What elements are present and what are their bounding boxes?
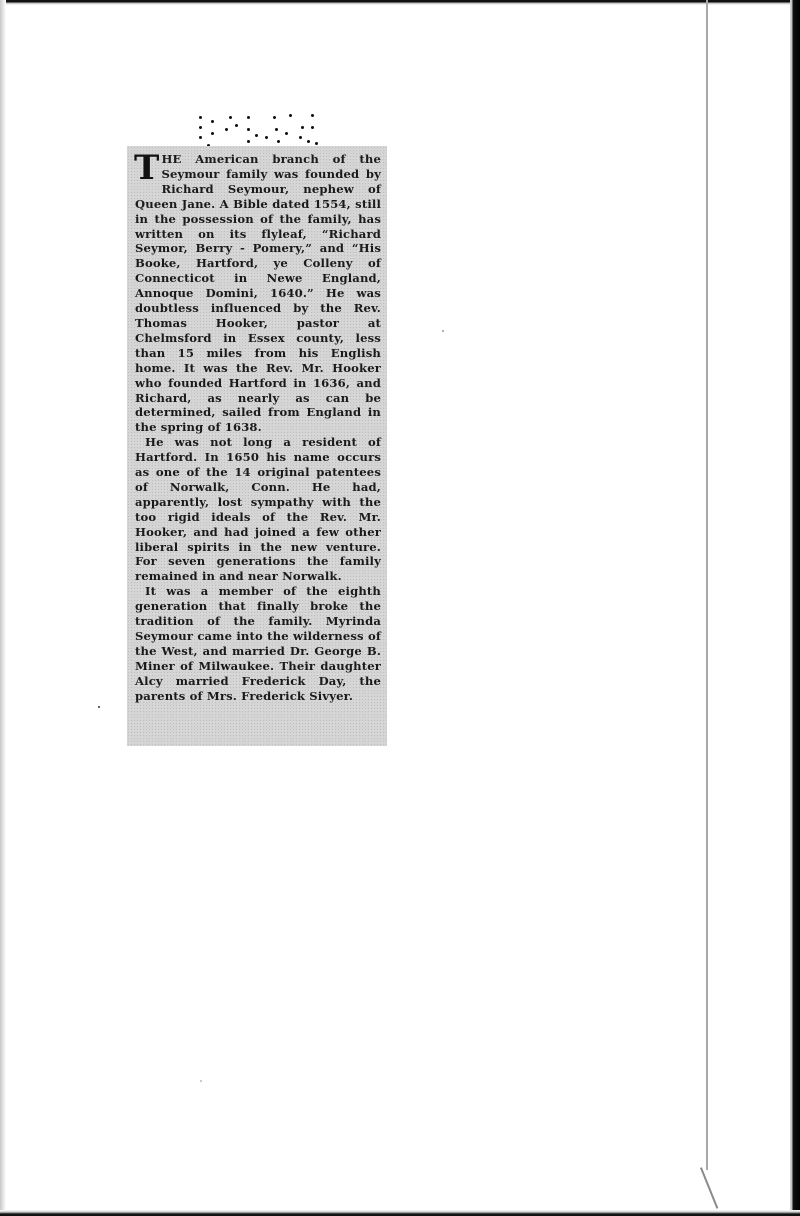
dust-speck: [442, 330, 444, 332]
article-paragraph-3: It was a member of the eighth generation that finally broke the tradition of the family. Myrinda Seymour came into the wilderness of the West, and married Dr. George B. Miner of Milwaukee. Their daughter Alcy married Frederick Day, the parents of Mrs. Frederick Sivyer.: [135, 584, 381, 703]
page-left-shadow: [0, 0, 6, 1216]
page-right-edge: [790, 0, 800, 1216]
page-bottom-edge: [0, 1210, 800, 1216]
dust-speck: [98, 706, 100, 708]
article-paragraph-1: [134, 148, 381, 435]
article-paragraph-2: He was not long a resident of Hartford. In 1650 his name occurs as one of the 14 original patentees of Norwalk, Conn. He had, apparently, lost sympathy with the too rigid ideals of the Rev. Mr. Hooker, and had joined a few other liberal spirits in the new venture. For seven generations the family remained in and near Norwalk.: [135, 435, 381, 584]
drop-cap: T: [134, 148, 160, 188]
page-top-edge: [0, 0, 800, 5]
dust-speck: [200, 1080, 202, 1082]
paragraph-text: HE American branch of the Seymour family was founded by Richard Seymour, nephew of Queen Jane. A Bible dated 1554, still in the possession of the family, has written on its flyleaf, “Richard Seymor, Berry - Pomery,” and “His Booke, Hartford, ye Colleny of Connecticot in Newe England, Annoque Domini, 1640.” He was doubtless influenced by the Rev. Thomas Hooker, pastor at Chelmsford in Essex county, less than 15 miles from his English home. It was the Rev. Mr. Hooker who founded Hartford in 1636, and Richard, as nearly as can be determined, sailed from England in the spring of 1638.: [135, 152, 381, 435]
paper-fold-line: [706, 0, 708, 1170]
article-body: [134, 148, 381, 704]
staple-perforation-marks: [195, 112, 325, 150]
newspaper-clipping: [127, 146, 387, 746]
paper-fold-line-tail: [700, 1167, 718, 1209]
